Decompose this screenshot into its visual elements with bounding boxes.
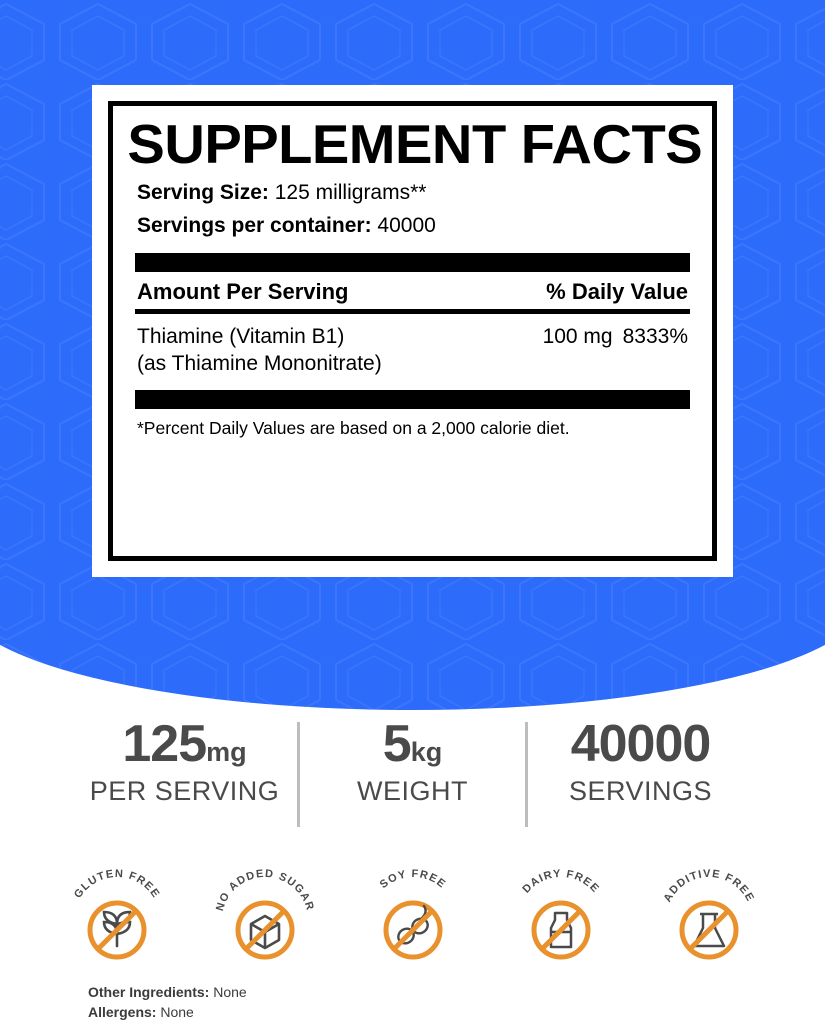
servings-per-container-label: Servings per container: [137, 213, 372, 237]
serving-size-value: 125 milligrams** [274, 181, 427, 205]
allergens-label: Allergens: [88, 1004, 157, 1021]
nutrient-values [531, 324, 688, 349]
daily-value-label: % Daily Value [546, 278, 688, 304]
stat-value-wrapper [310, 715, 515, 773]
stat-value-wrapper [538, 715, 743, 773]
flask-icon [682, 903, 736, 957]
stat-caption: WEIGHT [357, 776, 468, 806]
table-header-row [137, 279, 688, 305]
svg-text:SOY FREE: SOY FREE [377, 867, 448, 891]
allergens-row [88, 1002, 247, 1022]
thick-rule-bottom [135, 390, 690, 409]
stat-value: 40000 [570, 715, 711, 773]
svg-text:NO ADDED SUGAR: NO ADDED SUGAR [213, 867, 316, 913]
stat-divider-1 [297, 722, 300, 827]
stat-per-serving [82, 715, 287, 807]
badge-gluten-free [62, 858, 172, 966]
supplement-facts-inner [108, 101, 717, 561]
svg-text:DAIRY FREE: DAIRY FREE [519, 867, 602, 896]
stat-value: 5 [382, 715, 411, 773]
supplement-facts-card [92, 85, 733, 577]
serving-size-row [137, 179, 692, 207]
svg-text:ADDITIVE FREE: ADDITIVE FREE [661, 867, 756, 905]
sugar-cube-icon [238, 903, 292, 957]
badge-additive-free [654, 858, 764, 966]
nutrient-amount: 100 mg [542, 324, 613, 348]
stats-row [0, 715, 825, 827]
other-ingredients-row [88, 982, 247, 1002]
other-ingredients-block [88, 982, 247, 1023]
badge-dairy-free [506, 858, 616, 966]
stat-weight [310, 715, 515, 807]
stat-divider-2 [525, 722, 528, 827]
nutrient-row [137, 324, 688, 378]
svg-text:GLUTEN FREE: GLUTEN FREE [71, 867, 162, 901]
supplement-facts-title: SUPPLEMENT FACTS [127, 113, 703, 175]
stat-unit: mg [206, 737, 247, 767]
milk-bottle-icon [534, 903, 588, 957]
soy-bean-icon [386, 903, 440, 957]
other-ingredients-label: Other Ingredients: [88, 984, 210, 1000]
stat-caption: SERVINGS [568, 776, 713, 806]
allergens-value: None [160, 1004, 194, 1021]
stat-caption: PER SERVING [89, 776, 280, 806]
nutrient-name: Thiamine (Vitamin B1) [137, 324, 345, 348]
servings-per-container-value: 40000 [377, 213, 436, 237]
daily-value-footnote: *Percent Daily Values are based on a 2,000 calorie diet. [137, 418, 570, 439]
nutrient-name-block [137, 324, 382, 378]
thin-rule [135, 309, 690, 314]
nutrient-daily-value: 8333% [622, 324, 688, 348]
thick-rule-top [135, 253, 690, 272]
other-ingredients-value: None [213, 984, 247, 1000]
badge-soy-free [358, 858, 468, 966]
stat-servings [538, 715, 743, 807]
certification-badges [0, 858, 825, 966]
stat-unit: kg [410, 737, 443, 767]
amount-per-serving-label: Amount Per Serving [137, 278, 349, 304]
stat-value-wrapper [82, 715, 287, 773]
nutrient-subname: (as Thiamine Mononitrate) [137, 351, 382, 375]
wheat-icon [90, 903, 144, 957]
stat-value: 125 [122, 715, 207, 773]
bottom-info-section [0, 690, 825, 1024]
serving-size-label: Serving Size: [137, 181, 269, 205]
servings-per-container-row [137, 212, 692, 240]
badge-no-added-sugar [210, 858, 320, 966]
